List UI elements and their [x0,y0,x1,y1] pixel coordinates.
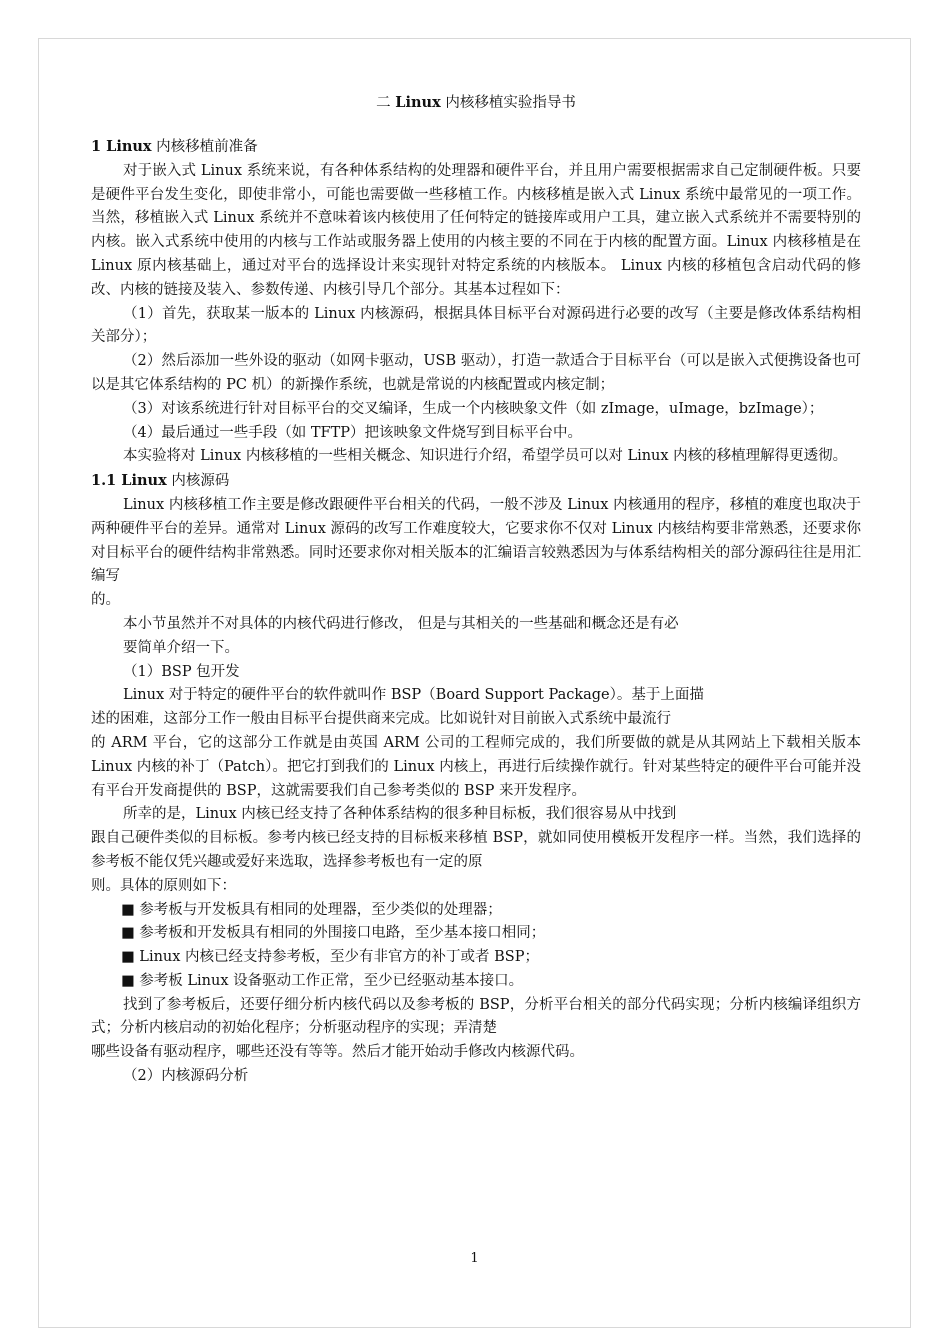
step-2: （2）然后添加一些外设的驱动（如网卡驱动，USB 驱动），打造一款适合于目标平台（可以是嵌入式便携设备也可以是其它体系结构的 PC 机）的新操作系统，也就是常说的内核配置或内核定制； [91,353,861,393]
document-page [38,38,911,1328]
step-1: （1）首先，获取某一版本的 Linux 内核源码，根据具体目标平台对源码进行必要的改写（主要是修改体系结构相关部分）； [91,305,861,346]
step-4: （4）最后通过一些手段（如 TFTP）把该映象文件烧写到目标平台中。 [123,424,582,441]
page-number: 1 [470,1251,479,1266]
paragraph-analysis-end: 哪些设备有驱动程序，哪些还没有等等。然后才能开始动手修改内核源代码。 [91,1044,584,1061]
section-heading-1-1-bold: 1.1 Linux [91,472,167,490]
paragraph-bsp-line-1: Linux 对于特定的硬件平台的软件就叫作 BSP（Board Support Package）。基于上面描 [123,687,704,704]
document-title [91,91,861,115]
bullet-item: ■ 参考板和开发板具有相同的外围接口电路，至少基本接口相同； [121,925,546,942]
paragraph-bsp-line-2: 述的困难，这部分工作一般由目标平台提供商来完成。比如说针对目前嵌入式系统中最流行 [91,711,671,728]
paragraph-intro: 对于嵌入式 Linux 系统来说，有各种体系结构的处理器和硬件平台，并且用户需要根据需求自己定制硬件板。只要是硬件平台发生变化，即使非常小，可能也需要做一些移植工作。内核移植是嵌入式 Linux 系统中最常见的一项工作。当然，移植嵌入式 Linux 系统并不意味着该内核使用了任何特定的链接库或用户工具，建立嵌入式系统并不需要特别的内核。嵌入式系统中使用的内核与工作站或服务器上使用的内核主要的不同在于内核的配置方面。Linux 内核移植是在 Linux 原内核基础上，通过对平台的选择设计来实现针对特定系统的内核版本。 Linux 内核的移植包含启动代码的修改、内核的链接及装入、参数传递、内核引导几个部分。其基本过程如下： [91,162,861,298]
paragraph-source: Linux 内核移植工作主要是修改跟硬件平台相关的代码，一般不涉及 Linux 内核通用的程序，移植的难度也取决于两种硬件平台的差异。通常对 Linux 源码的改写工作难度较大，它要求你不仅对 Linux 内核结构要非常熟悉，还要求你对目标平台的硬件结构非常熟悉。同时还要求你对相关版本的汇编语言较熟悉因为与体系结构相关的部分源码往往是用汇编写 [91,496,861,585]
bsp-heading: （1）BSP 包开发 [123,663,240,680]
paragraph-note-line-1: 本小节虽然并不对具体的内核代码进行修改， 但是与其相关的一些基础和概念还是有必 [123,615,679,632]
bullet-item: ■ 参考板 Linux 设备驱动工作正常，至少已经驱动基本接口。 [121,972,524,989]
section-heading-1-text: 内核移植前准备 [151,139,258,155]
section-heading-1-1-text: 内核源码 [166,473,230,490]
paragraph-analysis: 找到了参考板后，还要仔细分析内核代码以及参考板的 BSP，分析平台相关的部分代码实现；分析内核编译组织方式；分析内核启动的初始化程序；分析驱动程序的实现；弄清楚 [91,996,861,1037]
paragraph-reference-line-1: 所幸的是，Linux 内核已经支持了各种体系结构的很多种目标板，我们很容易从中找到 [123,806,677,823]
page-content [91,91,861,1089]
title-prefix: 二 [376,95,396,111]
paragraph-reference-line-3: 则。具体的原则如下： [91,877,236,894]
title-suffix: 内核移植实验指导书 [440,95,576,111]
paragraph-reference-line-2: 跟自己硬件类似的目标板。参考内核已经支持的目标板来移植 BSP，就如同使用模板开发程序一样。当然，我们选择的参考板不能仅凭兴趣或爱好来选取，选择参考板也有一定的原 [91,830,861,870]
source-analysis-heading: （2）内核源码分析 [123,1068,249,1085]
section-heading-1-bold: 1 Linux [91,138,152,155]
bullet-item: ■ 参考板与开发板具有相同的处理器，至少类似的处理器； [121,901,502,918]
step-3: （3）对该系统进行针对目标平台的交叉编译，生成一个内核映象文件（如 zImage，uImage，bzImage）； [123,400,824,417]
paragraph-bsp-line-3: 的 ARM 平台，它的这部分工作就是由英国 ARM 公司的工程师完成的，我们所要做的就是从其网站上下载相关版本 Linux 内核的补丁（Patch）。把它打到我们的 Linux 内核上，再进行后续操作就行。针对某些特定的硬件平台可能并没有平台开发商提供的 BSP，这就需要我们自己参考类似的 BSP 来开发程序。 [91,734,861,799]
paragraph-source-end: 的。 [91,592,120,609]
paragraph-summary: 本实验将对 Linux 内核移植的一些相关概念、知识进行介绍，希望学员可以对 Linux 内核的移植理解得更透彻。 [123,448,848,465]
paragraph-note-line-2: 要简单介绍一下。 [123,639,239,656]
title-bold: Linux [395,94,441,111]
section-heading-1 [91,135,861,160]
bullet-item: ■ Linux 内核已经支持参考板，至少有非官方的补丁或者 BSP； [121,949,539,966]
section-heading-1-1 [91,469,861,494]
